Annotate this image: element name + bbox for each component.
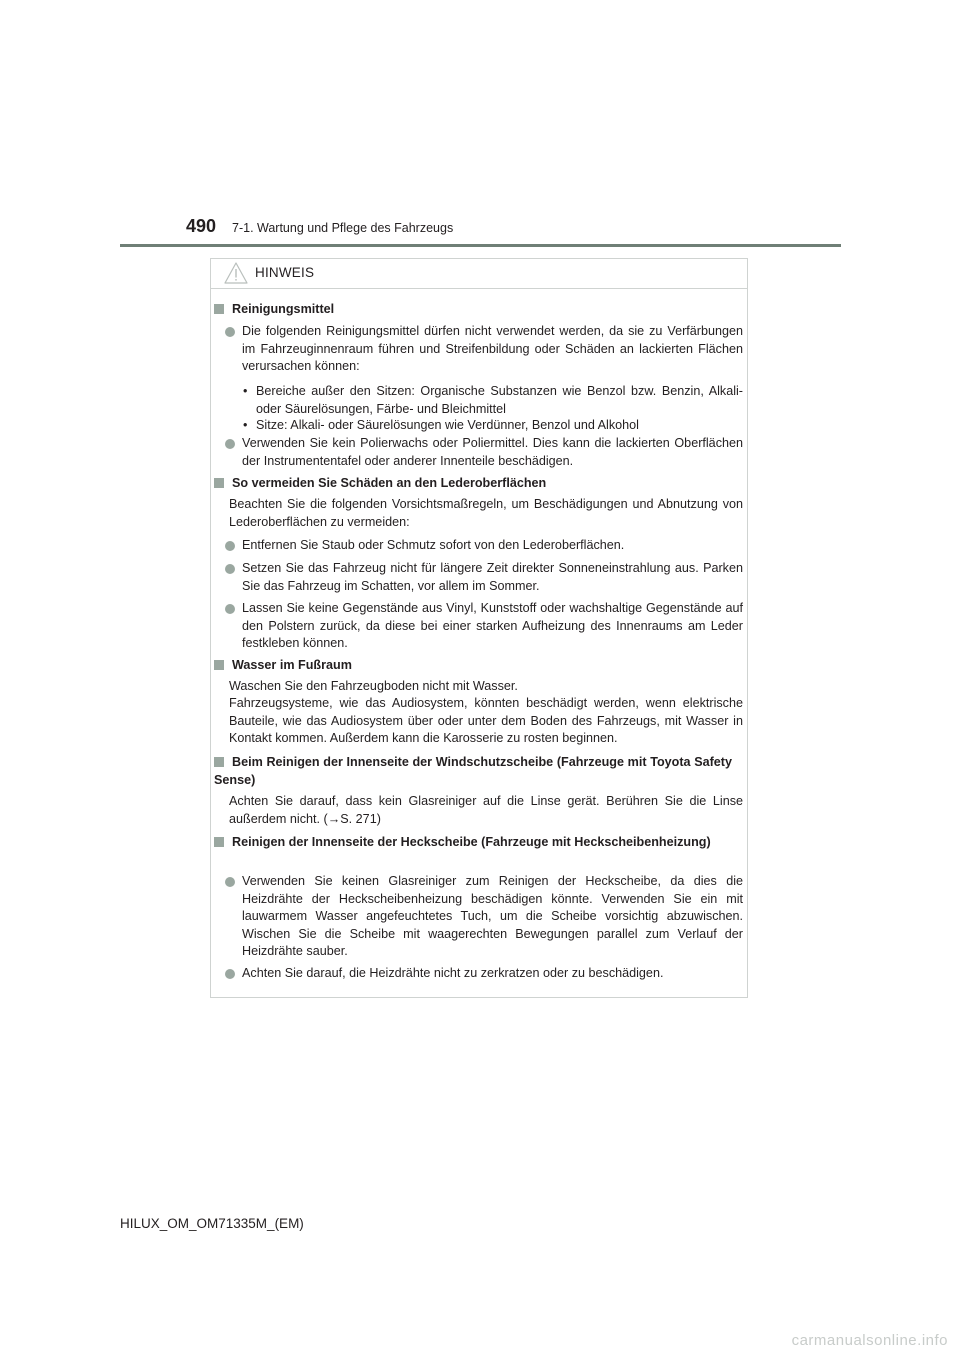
page-number: 490: [186, 216, 217, 236]
paragraph: Fahrzeugsysteme, wie das Audiosystem, könnten beschädigt werden, wenn elektrische Bauteile, wie das Audiosystem über oder unter dem Boden des Fahrzeugs, mit Wasser in Kontakt kommen. Außerdem kann die Karosserie zu rosten beginnen.: [229, 696, 743, 745]
square-bullet-icon: [214, 304, 224, 314]
list-item: Lassen Sie keine Gegenstände aus Vinyl, Kunststoff oder wachshaltige Gegenstände auf den Polstern zurück, da diese bei einer starken Aufheizung des Innenraums am Leder festkleben können.: [225, 600, 743, 653]
paragraph: Waschen Sie den Fahrzeugboden nicht mit Wasser.: [229, 679, 518, 693]
page-header: [0, 0, 960, 250]
sub-item: • Sitze: Alkali- oder Säurelösungen wie Verdünner, Benzol und Alkohol: [243, 418, 639, 432]
sub-item: • Bereiche außer den Sitzen: Organische Substanzen wie Benzol bzw. Benzin, Alkali- oder Säurelösungen, Färbe- und Bleichmittel: [243, 384, 743, 416]
round-bullet-icon: [225, 877, 235, 887]
list-item: Achten Sie darauf, die Heizdrähte nicht zu zerkratzen oder zu beschädigen.: [225, 965, 743, 983]
notice-header: [211, 259, 747, 289]
notice-title: HINWEIS: [255, 265, 315, 280]
square-bullet-icon: [214, 660, 224, 670]
list-item: Setzen Sie das Fahrzeug nicht für längere Zeit direkter Sonneneinstrahlung aus. Parken Sie das Fahrzeug im Schatten, vor allem im Sommer.: [225, 560, 743, 595]
round-bullet-icon: [225, 604, 235, 614]
warning-triangle-icon: [224, 262, 248, 284]
document-code: HILUX_OM_OM71335M_(EM): [120, 1216, 304, 1231]
round-bullet-icon: [225, 541, 235, 551]
round-bullet-icon: [225, 564, 235, 574]
section-heading: Wasser im Fußraum: [214, 657, 352, 675]
list-item: Verwenden Sie kein Polierwachs oder Poliermittel. Dies kann die lackierten Oberflächen der Instrumententafel oder anderer Innenteile beschädigen.: [225, 435, 743, 470]
list-item: Entfernen Sie Staub oder Schmutz sofort von den Lederoberflächen.: [225, 537, 743, 555]
square-bullet-icon: [214, 757, 224, 767]
list-item: Die folgenden Reinigungsmittel dürfen nicht verwendet werden, da sie zu Verfärbungen im Fahrzeuginnenraum führen und Streifenbildung oder Schäden an lackierten Flächen verursachen können:: [225, 323, 743, 376]
round-bullet-icon: [225, 327, 235, 337]
section-heading: Reinigungsmittel: [214, 301, 334, 319]
round-bullet-icon: [225, 439, 235, 449]
section-heading: Beim Reinigen der Innenseite der Windschutzscheibe (Fahrzeuge mit Toyota Safety Sense): [214, 755, 732, 787]
section-title: 7-1. Wartung und Pflege des Fahrzeugs: [232, 221, 454, 235]
section-heading: So vermeiden Sie Schäden an den Lederoberflächen: [214, 475, 546, 493]
section-heading: Reinigen der Innenseite der Heckscheibe (Fahrzeuge mit Heckscheibenheizung): [214, 834, 732, 852]
round-bullet-icon: [225, 969, 235, 979]
paragraph: Beachten Sie die folgenden Vorsichtsmaßregeln, um Beschädigungen und Abnutzung von Lederoberflächen zu vermeiden:: [229, 497, 743, 529]
square-bullet-icon: [214, 478, 224, 488]
square-bullet-icon: [214, 837, 224, 847]
paragraph: Achten Sie darauf, dass kein Glasreiniger auf die Linse gerät. Berühren Sie die Linse außerdem nicht. (→S. 271): [229, 794, 743, 826]
list-item: Verwenden Sie keinen Glasreiniger zum Reinigen der Heckscheibe, da dies die Heizdrähte der Heckscheibenheizung beschädigen könnte. Verwenden Sie ein mit lauwarmem Wasser angefeuchtetes Tuch, um die Scheibe vorsichtig abzuwischen. Wischen Sie die Scheibe mit waagerechten Bewegungen parallel zum Verlauf der Heizdrähte sauber.: [225, 873, 743, 961]
header-rule: [120, 244, 841, 247]
notice-box: [210, 258, 748, 998]
watermark: carmanualsonline.info: [791, 1332, 948, 1349]
